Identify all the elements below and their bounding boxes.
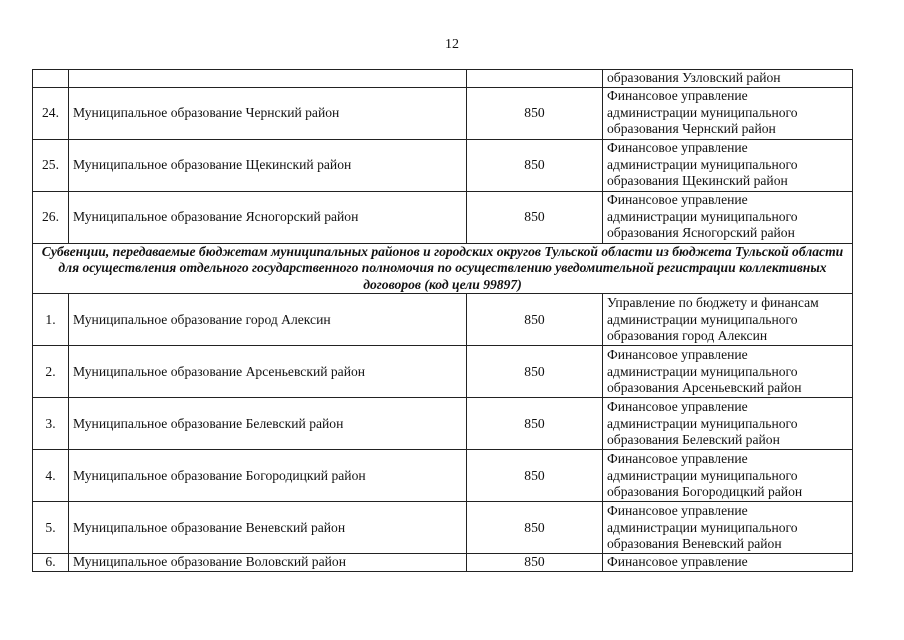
table-row bbox=[33, 70, 853, 88]
row-number: 4. bbox=[33, 450, 69, 502]
municipality-name: Муниципальное образование Богородицкий район bbox=[69, 450, 467, 502]
municipality-name: Муниципальное образование город Алексин bbox=[69, 294, 467, 346]
budget-code: 850 bbox=[467, 139, 603, 191]
finance-body: Финансовое управление администрации муниципального образования Веневский район bbox=[603, 502, 853, 554]
finance-body: Финансовое управление администрации муниципального образования Арсеньевский район bbox=[603, 346, 853, 398]
municipality-name: Муниципальное образование Чернский район bbox=[69, 87, 467, 139]
municipality-name: Муниципальное образование Ясногорский район bbox=[69, 191, 467, 243]
finance-body: Финансовое управление администрации муниципального образования Щекинский район bbox=[603, 139, 853, 191]
row-number: 1. bbox=[33, 294, 69, 346]
row-number: 3. bbox=[33, 398, 69, 450]
municipality-name bbox=[69, 70, 467, 88]
row-number: 25. bbox=[33, 139, 69, 191]
table-row bbox=[33, 346, 853, 398]
finance-body: Финансовое управление администрации муниципального образования Чернский район bbox=[603, 87, 853, 139]
budget-code: 850 bbox=[467, 502, 603, 554]
finance-body: Финансовое управление администрации муниципального образования Белевский район bbox=[603, 398, 853, 450]
section-heading: Субвенции, передаваемые бюджетам муниципальных районов и городских округов Тульской области из бюджета Тульской области для осуществления отдельного государственного полномочия по осуществлению уведомительной регистрации коллективных договоров (код цели 99897) bbox=[33, 243, 853, 294]
table-row bbox=[33, 554, 853, 572]
row-number: 24. bbox=[33, 87, 69, 139]
table-row bbox=[33, 398, 853, 450]
row-number bbox=[33, 70, 69, 88]
budget-code: 850 bbox=[467, 191, 603, 243]
municipality-name: Муниципальное образование Щекинский район bbox=[69, 139, 467, 191]
table-row bbox=[33, 294, 853, 346]
municipality-name: Муниципальное образование Белевский район bbox=[69, 398, 467, 450]
budget-code bbox=[467, 70, 603, 88]
table-row bbox=[33, 139, 853, 191]
page-number: 12 bbox=[445, 37, 459, 52]
budget-code: 850 bbox=[467, 87, 603, 139]
row-number: 26. bbox=[33, 191, 69, 243]
municipality-name: Муниципальное образование Воловский район bbox=[69, 554, 467, 572]
finance-body: Финансовое управление администрации муниципального образования Ясногорский район bbox=[603, 191, 853, 243]
row-number: 6. bbox=[33, 554, 69, 572]
table-row bbox=[33, 502, 853, 554]
finance-body: Управление по бюджету и финансам администрации муниципального образования город Алексин bbox=[603, 294, 853, 346]
finance-body: образования Узловский район bbox=[603, 70, 853, 88]
budget-code: 850 bbox=[467, 294, 603, 346]
municipality-name: Муниципальное образование Веневский район bbox=[69, 502, 467, 554]
table-row bbox=[33, 87, 853, 139]
table-row bbox=[33, 191, 853, 243]
budget-code: 850 bbox=[467, 450, 603, 502]
finance-body: Финансовое управление bbox=[603, 554, 853, 572]
row-number: 2. bbox=[33, 346, 69, 398]
budget-code: 850 bbox=[467, 554, 603, 572]
budget-code: 850 bbox=[467, 398, 603, 450]
row-number: 5. bbox=[33, 502, 69, 554]
section-row bbox=[33, 243, 853, 294]
subsidy-table bbox=[32, 69, 853, 572]
municipality-name: Муниципальное образование Арсеньевский район bbox=[69, 346, 467, 398]
finance-body: Финансовое управление администрации муниципального образования Богородицкий район bbox=[603, 450, 853, 502]
table-row bbox=[33, 450, 853, 502]
budget-code: 850 bbox=[467, 346, 603, 398]
